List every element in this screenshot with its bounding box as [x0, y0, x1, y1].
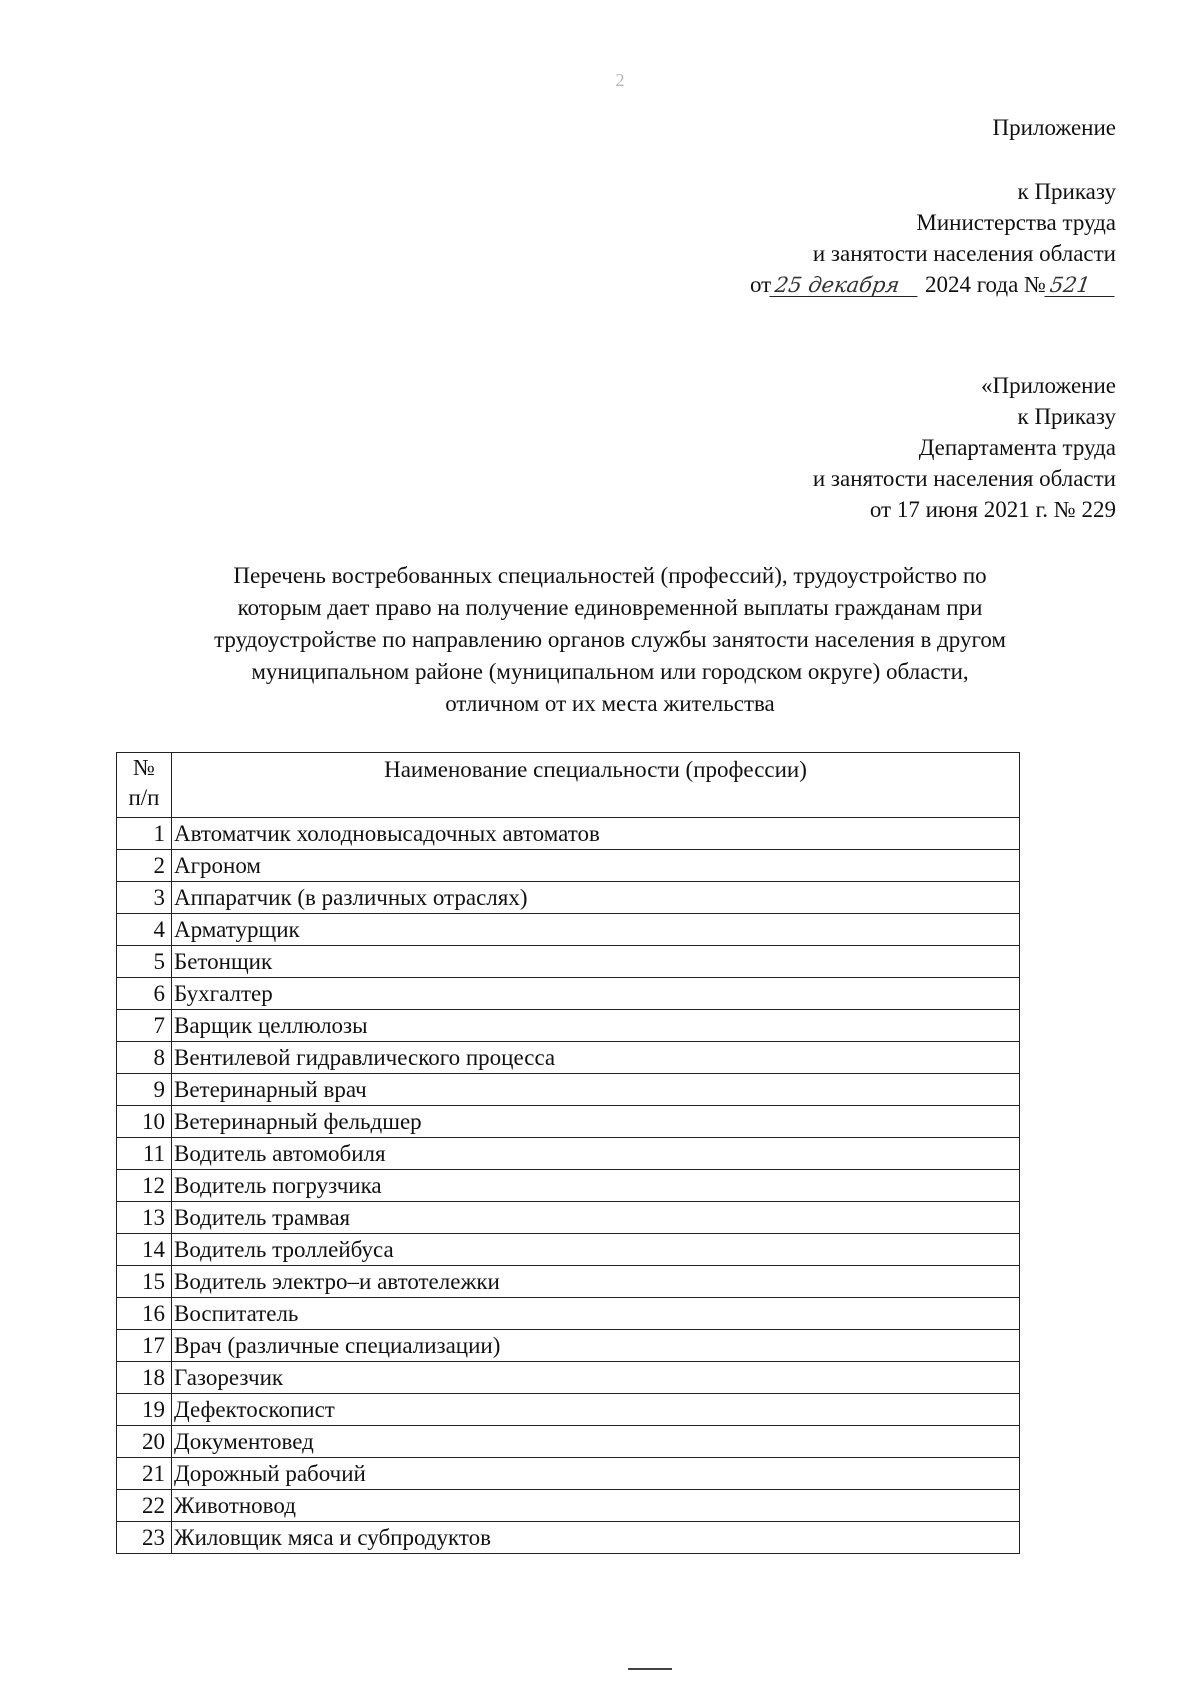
- row-number-cell: 14: [117, 1234, 172, 1266]
- row-number-cell: 16: [117, 1298, 172, 1330]
- table-row: [117, 946, 1020, 978]
- table-row: [117, 850, 1020, 882]
- row-profession-cell: Бухгалтер: [172, 978, 1020, 1010]
- appendix-date-line: [750, 269, 1116, 300]
- appendix-date-year: 2024 года №: [924, 272, 1046, 297]
- row-number-cell: 18: [117, 1362, 172, 1394]
- appendix-ministry-line1: Министерства труда: [916, 210, 1116, 235]
- table-row: [117, 1010, 1020, 1042]
- appendix-date-prefix: от: [749, 272, 772, 297]
- header-number-line2: п/п: [128, 785, 160, 810]
- row-profession-cell: Дефектоскопист: [172, 1394, 1020, 1426]
- row-profession-cell: Агроном: [172, 850, 1020, 882]
- table-row: [117, 1202, 1020, 1234]
- row-profession-cell: Врач (различные специализации): [172, 1330, 1020, 1362]
- table-row: [117, 1042, 1020, 1074]
- table-row: [117, 882, 1020, 914]
- appendix-line-to-order: к Приказу: [1017, 179, 1116, 204]
- row-profession-cell: Аппаратчик (в различных отраслях): [172, 882, 1020, 914]
- row-number-cell: 21: [117, 1458, 172, 1490]
- title-line5: отличном от их места жительства: [445, 691, 775, 716]
- row-profession-cell: Водитель электро–и автотележки: [172, 1266, 1020, 1298]
- row-profession-cell: Жиловщик мяса и субпродуктов: [172, 1522, 1020, 1554]
- row-profession-cell: Арматурщик: [172, 914, 1020, 946]
- table-row: [117, 1106, 1020, 1138]
- row-profession-cell: Варщик целлюлозы: [172, 1010, 1020, 1042]
- professions-table: [116, 752, 1020, 1554]
- table-row: [117, 1362, 1020, 1394]
- row-number-cell: 17: [117, 1330, 172, 1362]
- row-profession-cell: Ветеринарный фельдшер: [172, 1106, 1020, 1138]
- row-number-cell: 11: [117, 1138, 172, 1170]
- row-profession-cell: Водитель трамвая: [172, 1202, 1020, 1234]
- row-number-cell: 9: [117, 1074, 172, 1106]
- table-row: [117, 1394, 1020, 1426]
- appendix-reference-block: [750, 176, 1116, 300]
- row-number-cell: 4: [117, 914, 172, 946]
- title-line4: муниципальном районе (муниципальном или городском округе) области,: [251, 659, 969, 684]
- row-profession-cell: Дорожный рабочий: [172, 1458, 1020, 1490]
- table-row: [117, 1170, 1020, 1202]
- quoted-appendix-line1: «Приложение: [981, 373, 1116, 398]
- row-number-cell: 7: [117, 1010, 172, 1042]
- table-header-row: [117, 753, 1020, 818]
- row-profession-cell: Водитель автомобиля: [172, 1138, 1020, 1170]
- row-profession-cell: Ветеринарный врач: [172, 1074, 1020, 1106]
- quoted-appendix-line5: от 17 июня 2021 г. № 229: [869, 497, 1116, 522]
- row-profession-cell: Бетонщик: [172, 946, 1020, 978]
- title-line3: трудоустройстве по направлению органов службы занятости населения в другом: [214, 627, 1006, 652]
- row-number-cell: 13: [117, 1202, 172, 1234]
- handwritten-date-field: 25 декабря: [770, 274, 921, 297]
- table-row: [117, 1426, 1020, 1458]
- row-number-cell: 19: [117, 1394, 172, 1426]
- row-profession-cell: Автоматчик холодновысадочных автоматов: [172, 818, 1020, 850]
- table-body: [117, 818, 1020, 1554]
- row-number-cell: 15: [117, 1266, 172, 1298]
- row-number-cell: 10: [117, 1106, 172, 1138]
- row-number-cell: 12: [117, 1170, 172, 1202]
- header-number-line1: №: [133, 755, 155, 780]
- row-profession-cell: Водитель троллейбуса: [172, 1234, 1020, 1266]
- row-number-cell: 3: [117, 882, 172, 914]
- footer-mark: [628, 1668, 672, 1670]
- table-row: [117, 1298, 1020, 1330]
- professions-table-wrapper: [116, 752, 1020, 1554]
- table-row: [117, 818, 1020, 850]
- row-profession-cell: Газорезчик: [172, 1362, 1020, 1394]
- appendix-heading: [993, 112, 1116, 143]
- row-number-cell: 6: [117, 978, 172, 1010]
- row-profession-cell: Воспитатель: [172, 1298, 1020, 1330]
- table-row: [117, 1458, 1020, 1490]
- header-number-cell: [117, 753, 172, 818]
- document-title: [110, 560, 1110, 720]
- row-number-cell: 23: [117, 1522, 172, 1554]
- row-profession-cell: Документовед: [172, 1426, 1020, 1458]
- table-row: [117, 1234, 1020, 1266]
- row-profession-cell: Водитель погрузчика: [172, 1170, 1020, 1202]
- quoted-appendix-block: [813, 370, 1116, 525]
- row-number-cell: 1: [117, 818, 172, 850]
- table-row: [117, 1074, 1020, 1106]
- quoted-appendix-line2: к Приказу: [1017, 404, 1116, 429]
- appendix-ministry-line2: и занятости населения области: [812, 241, 1116, 266]
- row-profession-cell: Вентилевой гидравлического процесса: [172, 1042, 1020, 1074]
- header-name-cell: Наименование специальности (профессии): [172, 753, 1020, 818]
- table-row: [117, 914, 1020, 946]
- row-profession-cell: Животновод: [172, 1490, 1020, 1522]
- quoted-appendix-line4: и занятости населения области: [812, 466, 1116, 491]
- handwritten-number-field: 521: [1044, 274, 1117, 297]
- table-row: [117, 978, 1020, 1010]
- table-row: [117, 1490, 1020, 1522]
- table-row: [117, 1330, 1020, 1362]
- row-number-cell: 8: [117, 1042, 172, 1074]
- row-number-cell: 20: [117, 1426, 172, 1458]
- table-row: [117, 1138, 1020, 1170]
- quoted-appendix-line3: Департамента труда: [918, 435, 1116, 460]
- page-number: 2: [615, 70, 625, 90]
- title-line1: Перечень востребованных специальностей (профессий), трудоустройство по: [233, 563, 987, 588]
- table-row: [117, 1266, 1020, 1298]
- row-number-cell: 5: [117, 946, 172, 978]
- title-line2: которым дает право на получение единовременной выплаты гражданам при: [237, 595, 983, 620]
- row-number-cell: 22: [117, 1490, 172, 1522]
- row-number-cell: 2: [117, 850, 172, 882]
- table-row: [117, 1522, 1020, 1554]
- appendix-heading-text: Приложение: [992, 115, 1116, 140]
